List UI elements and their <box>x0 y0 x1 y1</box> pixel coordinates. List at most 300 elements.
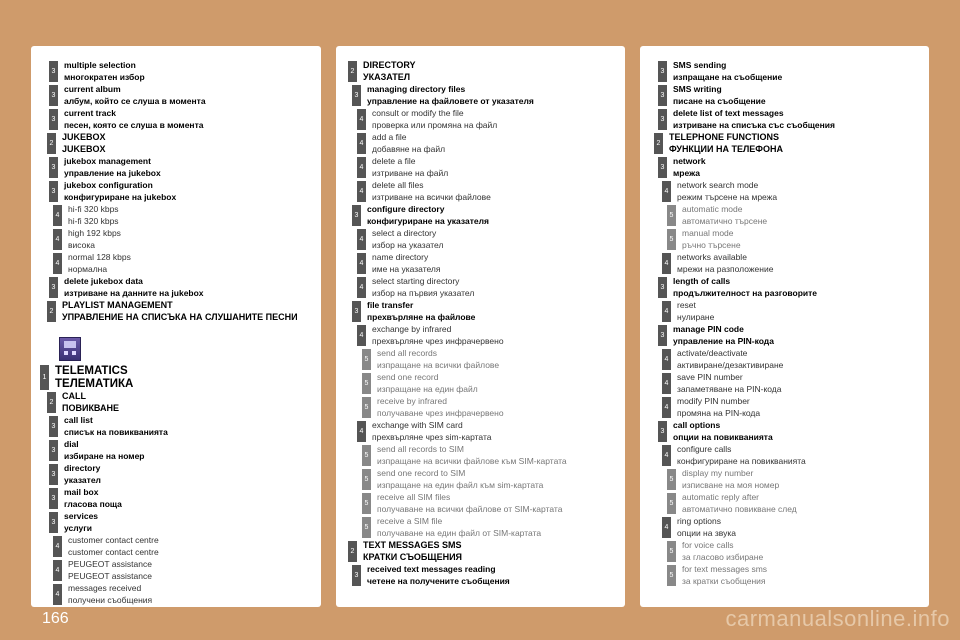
menu-item-label-bg: получени съобщения <box>68 594 153 605</box>
menu-item-label-en: configure directory <box>367 204 445 214</box>
menu-item-label-en: current track <box>64 108 116 118</box>
level-badge: 2 <box>348 61 357 82</box>
menu-item-label-en: send all records to SIM <box>377 444 464 454</box>
menu-item-text <box>667 420 773 443</box>
menu-item-level-5 <box>640 564 929 587</box>
menu-item-label-bg: нормална <box>68 263 108 274</box>
menu-item-text <box>62 583 152 606</box>
level-badge: 3 <box>49 61 58 82</box>
level-badge: 5 <box>362 469 371 490</box>
menu-item-label-en: TELEMATICS <box>55 365 128 377</box>
menu-item-label-bg: за гласово избиране <box>682 551 764 562</box>
menu-item-text <box>366 420 492 443</box>
menu-item-level-4 <box>31 583 321 606</box>
level-badge: 3 <box>49 512 58 533</box>
menu-item-label-en: manage PIN code <box>673 324 744 334</box>
menu-item-text <box>58 156 161 179</box>
level-badge: 3 <box>49 181 58 202</box>
menu-item-level-4 <box>640 444 929 467</box>
menu-item-label-bg: продължителност на разговорите <box>673 287 817 298</box>
menu-item-label-en: current album <box>64 84 121 94</box>
menu-item-level-3 <box>336 564 625 587</box>
menu-item-label-en: ring options <box>677 516 721 526</box>
level-badge: 5 <box>362 349 371 370</box>
menu-item-text <box>676 540 763 563</box>
level-badge: 4 <box>662 397 671 418</box>
level-badge: 4 <box>357 325 366 346</box>
menu-item-label-en: exchange by infrared <box>372 324 452 334</box>
menu-item-label-bg: избиране на номер <box>64 450 145 461</box>
menu-item-label-bg: нулиране <box>677 311 715 322</box>
menu-item-label-en: network <box>673 156 706 166</box>
menu-item-label-en: call list <box>64 415 93 425</box>
menu-item-level-4 <box>640 396 929 419</box>
level-badge: 3 <box>658 61 667 82</box>
menu-item-label-en: display my number <box>682 468 754 478</box>
menu-item-label-bg: прехвърляне чрез инфрачервено <box>372 335 504 346</box>
menu-item-text <box>667 84 766 107</box>
menu-item-level-3 <box>31 415 321 438</box>
menu-item-text <box>371 492 562 515</box>
menu-item-level-3 <box>640 324 929 347</box>
menu-item-label-bg: ТЕЛЕМАТИКА <box>55 377 134 390</box>
menu-item-level-3 <box>31 463 321 486</box>
menu-item-label-bg: указател <box>64 474 101 485</box>
menu-item-label-bg: прехвърляне чрез sim-картата <box>372 431 492 442</box>
menu-item-level-3 <box>640 60 929 83</box>
menu-item-label-en: DIRECTORY <box>363 60 416 70</box>
menu-item-text <box>667 156 706 179</box>
menu-item-text <box>366 156 448 179</box>
level-badge: 3 <box>658 85 667 106</box>
menu-item-level-5 <box>336 516 625 539</box>
menu-item-label-en: manual mode <box>682 228 734 238</box>
level-badge: 4 <box>53 584 62 605</box>
level-badge: 5 <box>362 517 371 538</box>
menu-item-label-bg: за кратки съобщения <box>682 575 766 586</box>
menu-item-level-4 <box>640 372 929 395</box>
menu-item-text <box>58 511 98 534</box>
level-badge: 4 <box>357 157 366 178</box>
menu-item-level-3 <box>640 276 929 299</box>
level-badge: 5 <box>667 229 676 250</box>
level-badge: 4 <box>357 421 366 442</box>
menu-item-label-en: name directory <box>372 252 429 262</box>
menu-item-level-4 <box>31 535 321 558</box>
menu-item-label-en: modify PIN number <box>677 396 750 406</box>
menu-item-label-bg: албум, който се слуша в момента <box>64 95 206 106</box>
menu-item-level-3 <box>640 420 929 443</box>
menu-item-label-bg: получаване на един файл от SIM-картата <box>377 527 542 538</box>
level-badge: 3 <box>49 157 58 178</box>
menu-item-text <box>58 276 204 299</box>
menu-item-label-bg: управление на jukebox <box>64 167 161 178</box>
level-badge: 3 <box>352 205 361 226</box>
level-badge: 4 <box>662 349 671 370</box>
menu-item-label-bg: получаване на всички файлове от SIM-картата <box>377 503 563 514</box>
menu-item-level-1 <box>31 365 321 390</box>
level-badge: 3 <box>352 85 361 106</box>
menu-item-label-bg: мрежи на разположение <box>677 263 774 274</box>
level-badge: 3 <box>49 488 58 509</box>
menu-item-label-bg: изпращане на всички файлове <box>377 359 500 370</box>
menu-item-text <box>56 300 298 323</box>
menu-item-label-bg: песен, която се слуша в момента <box>64 119 204 130</box>
menu-item-text <box>366 324 504 347</box>
menu-item-level-3 <box>640 156 929 179</box>
menu-item-label-en: reset <box>677 300 696 310</box>
level-badge: 2 <box>47 133 56 154</box>
menu-item-level-2 <box>336 540 625 563</box>
menu-item-text <box>366 276 474 299</box>
menu-item-text <box>366 228 443 251</box>
menu-item-level-4 <box>336 180 625 203</box>
menu-list <box>640 46 929 587</box>
menu-item-text <box>58 108 203 131</box>
menu-item-label-en: delete all files <box>372 180 424 190</box>
menu-item-text <box>671 348 783 371</box>
menu-item-level-5 <box>640 468 929 491</box>
menu-item-label-bg: промяна на PIN-кода <box>677 407 761 418</box>
menu-item-text <box>667 60 782 83</box>
level-badge: 5 <box>667 565 676 586</box>
level-badge: 4 <box>53 205 62 226</box>
menu-item-text <box>58 84 206 107</box>
level-badge: 4 <box>357 133 366 154</box>
menu-item-level-5 <box>336 468 625 491</box>
menu-item-level-2 <box>640 132 929 155</box>
menu-item-label-bg: висока <box>68 239 95 250</box>
menu-item-label-bg: опции на звука <box>677 527 736 538</box>
menu-item-label-bg: избор на първия указател <box>372 287 475 298</box>
telematics-section-icon-row <box>59 337 321 361</box>
menu-item-level-4 <box>336 132 625 155</box>
menu-item-level-4 <box>336 156 625 179</box>
menu-item-text <box>62 228 121 251</box>
menu-item-level-5 <box>336 396 625 419</box>
level-badge: 4 <box>53 229 62 250</box>
menu-item-label-bg: ФУНКЦИИ НА ТЕЛЕФОНА <box>669 143 783 154</box>
menu-item-level-5 <box>640 492 929 515</box>
menu-item-label-en: exchange with SIM card <box>372 420 463 430</box>
menu-item-label-en: configure calls <box>677 444 732 454</box>
menu-item-text <box>667 108 835 131</box>
menu-item-text <box>671 444 806 467</box>
level-badge: 3 <box>49 416 58 437</box>
level-badge: 2 <box>348 541 357 562</box>
menu-item-label-en: TEXT MESSAGES SMS <box>363 540 462 550</box>
menu-item-level-3 <box>31 84 321 107</box>
menu-item-label-bg: управление на PIN-кода <box>673 335 774 346</box>
menu-item-text <box>676 228 741 251</box>
menu-item-text <box>366 132 445 155</box>
menu-item-label-bg: изтриване на данните на jukebox <box>64 287 204 298</box>
menu-item-level-3 <box>31 60 321 83</box>
menu-item-label-en: networks available <box>677 252 747 262</box>
menu-item-text <box>371 396 504 419</box>
menu-item-label-en: PEUGEOT assistance <box>68 559 152 569</box>
level-badge: 3 <box>658 421 667 442</box>
menu-item-level-3 <box>640 108 929 131</box>
menu-item-text <box>671 252 773 275</box>
menu-item-label-bg: прехвърляне на файлове <box>367 311 476 322</box>
menu-item-label-en: normal 128 kbps <box>68 252 131 262</box>
menu-item-label-bg: PEUGEOT assistance <box>68 570 152 581</box>
menu-item-label-bg: четене на получените съобщения <box>367 575 510 586</box>
menu-item-level-3 <box>31 180 321 203</box>
menu-item-level-3 <box>31 487 321 510</box>
menu-item-label-en: automatic mode <box>682 204 743 214</box>
menu-item-label-bg: мрежа <box>673 167 700 178</box>
menu-item-label-en: SMS sending <box>673 60 727 70</box>
menu-item-level-2 <box>336 60 625 83</box>
menu-item-text <box>667 324 774 347</box>
menu-column-1 <box>31 46 321 607</box>
menu-item-label-bg: конфигуриране на повикванията <box>677 455 806 466</box>
level-badge: 3 <box>49 277 58 298</box>
level-badge: 3 <box>658 157 667 178</box>
menu-item-level-3 <box>336 300 625 323</box>
menu-item-label-bg: УКАЗАТЕЛ <box>363 71 411 82</box>
menu-item-label-bg: активиране/дезактивиране <box>677 359 784 370</box>
level-badge: 3 <box>352 565 361 586</box>
level-badge: 5 <box>362 373 371 394</box>
menu-item-label-en: CALL <box>62 391 86 401</box>
menu-item-label-bg: ръчно търсене <box>682 239 741 250</box>
menu-item-level-3 <box>31 511 321 534</box>
menu-item-label-bg: име на указателя <box>372 263 441 274</box>
menu-item-level-2 <box>31 300 321 323</box>
menu-item-label-en: automatic reply after <box>682 492 760 502</box>
level-badge: 4 <box>662 181 671 202</box>
menu-item-level-5 <box>640 540 929 563</box>
menu-item-label-en: delete list of text messages <box>673 108 784 118</box>
menu-item-text <box>58 180 176 203</box>
menu-item-label-bg: изпращане на един файл към sim-картата <box>377 479 544 490</box>
menu-item-text <box>371 372 478 395</box>
menu-item-text <box>56 132 106 155</box>
menu-item-label-bg: писане на съобщение <box>673 95 766 106</box>
menu-item-text <box>58 415 168 438</box>
level-badge: 5 <box>667 205 676 226</box>
menu-item-label-bg: гласова поща <box>64 498 122 509</box>
menu-item-text <box>366 108 497 131</box>
menu-item-level-3 <box>31 439 321 462</box>
menu-item-level-5 <box>336 492 625 515</box>
level-badge: 5 <box>667 469 676 490</box>
menu-item-label-en: send one record <box>377 372 439 382</box>
menu-item-label-en: for voice calls <box>682 540 734 550</box>
menu-item-text <box>371 468 543 491</box>
menu-item-label-en: select a directory <box>372 228 437 238</box>
menu-item-level-4 <box>336 276 625 299</box>
menu-item-text <box>663 132 783 155</box>
menu-item-level-3 <box>31 156 321 179</box>
level-badge: 3 <box>49 85 58 106</box>
menu-item-label-bg: изтриване на всички файлове <box>372 191 491 202</box>
menu-item-label-bg: изпращане на съобщение <box>673 71 783 82</box>
menu-item-label-en: high 192 kbps <box>68 228 121 238</box>
menu-item-text <box>667 276 817 299</box>
menu-item-level-5 <box>336 444 625 467</box>
menu-column-2 <box>336 46 625 607</box>
menu-item-label-bg: изписване на моя номер <box>682 479 780 490</box>
level-badge: 3 <box>49 464 58 485</box>
menu-item-text <box>676 492 797 515</box>
menu-item-label-bg: ПОВИКВАНЕ <box>62 402 119 413</box>
menu-item-level-4 <box>31 204 321 227</box>
watermark: carmanualsonline.info <box>725 606 950 631</box>
menu-item-text <box>676 564 767 587</box>
menu-item-text <box>62 535 159 558</box>
menu-item-text <box>671 300 714 323</box>
telephone-icon <box>59 337 81 361</box>
menu-item-level-5 <box>640 204 929 227</box>
menu-item-level-2 <box>31 391 321 414</box>
menu-item-label-en: select starting directory <box>372 276 460 286</box>
menu-item-label-bg: получаване чрез инфрачервено <box>377 407 504 418</box>
menu-item-text <box>366 252 441 275</box>
menu-item-label-en: TELEPHONE FUNCTIONS <box>669 132 780 142</box>
menu-item-label-en: receive by infrared <box>377 396 447 406</box>
menu-item-label-en: dial <box>64 439 79 449</box>
menu-item-label-bg: изтриване на файл <box>372 167 449 178</box>
level-badge: 5 <box>362 493 371 514</box>
menu-item-level-4 <box>336 108 625 131</box>
level-badge: 5 <box>667 493 676 514</box>
menu-item-label-en: multiple selection <box>64 60 136 70</box>
menu-item-level-4 <box>640 180 929 203</box>
menu-item-label-en: network search mode <box>677 180 759 190</box>
menu-item-label-bg: изпращане на всички файлове към SIM-картата <box>377 455 567 466</box>
menu-item-text <box>62 204 119 227</box>
menu-item-level-3 <box>31 108 321 131</box>
menu-item-text <box>357 60 416 83</box>
menu-item-level-5 <box>336 348 625 371</box>
level-badge: 3 <box>352 301 361 322</box>
menu-item-label-en: hi-fi 320 kbps <box>68 204 119 214</box>
menu-item-label-bg: JUKEBOX <box>62 143 106 154</box>
level-badge: 5 <box>362 397 371 418</box>
level-badge: 4 <box>53 253 62 274</box>
menu-item-level-4 <box>640 348 929 371</box>
menu-item-text <box>58 487 122 510</box>
menu-item-label-bg: опции на повикванията <box>673 431 773 442</box>
menu-item-label-en: add a file <box>372 132 407 142</box>
menu-item-text <box>671 180 777 203</box>
level-badge: 4 <box>357 109 366 130</box>
menu-item-level-4 <box>31 252 321 275</box>
level-badge: 4 <box>53 536 62 557</box>
menu-item-label-bg: автоматично търсене <box>682 215 768 226</box>
level-badge: 4 <box>662 517 671 538</box>
menu-item-text <box>671 516 736 539</box>
menu-item-label-en: for text messages sms <box>682 564 768 574</box>
level-badge: 3 <box>658 277 667 298</box>
level-badge: 5 <box>362 445 371 466</box>
menu-item-level-4 <box>640 300 929 323</box>
menu-item-text <box>366 180 491 203</box>
level-badge: 2 <box>654 133 663 154</box>
menu-item-text <box>676 204 767 227</box>
menu-item-label-en: managing directory files <box>367 84 466 94</box>
menu-item-level-3 <box>336 204 625 227</box>
menu-item-label-bg: конфигуриране на указателя <box>367 215 489 226</box>
menu-item-label-en: SMS writing <box>673 84 722 94</box>
menu-item-level-4 <box>31 228 321 251</box>
menu-item-label-bg: проверка или промяна на файл <box>372 119 498 130</box>
menu-item-text <box>62 252 131 275</box>
menu-item-text <box>58 439 145 462</box>
menu-item-level-4 <box>31 559 321 582</box>
menu-item-label-bg: конфигуриране на jukebox <box>64 191 177 202</box>
menu-item-text <box>671 372 782 395</box>
level-badge: 4 <box>662 373 671 394</box>
page-number: 166 <box>42 610 69 627</box>
menu-item-label-en: call options <box>673 420 721 430</box>
level-badge: 4 <box>662 445 671 466</box>
menu-list <box>31 46 321 606</box>
level-badge: 1 <box>40 365 49 390</box>
menu-item-label-en: file transfer <box>367 300 414 310</box>
menu-item-label-bg: избор на указател <box>372 239 444 250</box>
menu-item-label-bg: автоматично повикване след <box>682 503 797 514</box>
menu-item-text <box>361 300 475 323</box>
menu-item-text <box>49 365 133 390</box>
menu-item-label-en: jukebox configuration <box>64 180 153 190</box>
level-badge: 3 <box>658 109 667 130</box>
menu-item-label-en: JUKEBOX <box>62 132 106 142</box>
level-badge: 2 <box>47 301 56 322</box>
menu-item-text <box>62 559 152 582</box>
menu-item-label-bg: многократен избор <box>64 71 145 82</box>
menu-item-level-3 <box>31 276 321 299</box>
menu-item-label-en: received text messages reading <box>367 564 496 574</box>
level-badge: 4 <box>357 277 366 298</box>
menu-item-label-en: send one record to SIM <box>377 468 466 478</box>
menu-list <box>336 46 625 587</box>
menu-item-label-bg: управление на файловете от указателя <box>367 95 534 106</box>
menu-item-level-4 <box>336 252 625 275</box>
menu-item-text <box>361 84 534 107</box>
level-badge: 4 <box>357 229 366 250</box>
level-badge: 3 <box>49 109 58 130</box>
menu-item-text <box>371 444 567 467</box>
menu-item-label-en: services <box>64 511 99 521</box>
menu-item-label-en: directory <box>64 463 101 473</box>
menu-item-text <box>371 516 541 539</box>
menu-item-level-5 <box>640 228 929 251</box>
menu-item-label-en: messages received <box>68 583 142 593</box>
menu-item-label-en: consult or modify the file <box>372 108 464 118</box>
menu-item-label-en: jukebox management <box>64 156 151 166</box>
menu-item-label-bg: услуги <box>64 522 93 533</box>
menu-item-label-en: receive all SIM files <box>377 492 451 502</box>
menu-item-label-bg: списък на повикванията <box>64 426 168 437</box>
menu-item-level-4 <box>640 252 929 275</box>
level-badge: 4 <box>357 253 366 274</box>
menu-column-3 <box>640 46 929 607</box>
menu-item-text <box>361 564 510 587</box>
menu-item-label-en: receive a SIM file <box>377 516 443 526</box>
level-badge: 2 <box>47 392 56 413</box>
menu-item-text <box>58 463 101 486</box>
menu-item-text <box>357 540 462 563</box>
menu-item-label-en: mail box <box>64 487 99 497</box>
menu-item-label-en: length of calls <box>673 276 731 286</box>
menu-item-level-4 <box>336 420 625 443</box>
level-badge: 4 <box>357 181 366 202</box>
